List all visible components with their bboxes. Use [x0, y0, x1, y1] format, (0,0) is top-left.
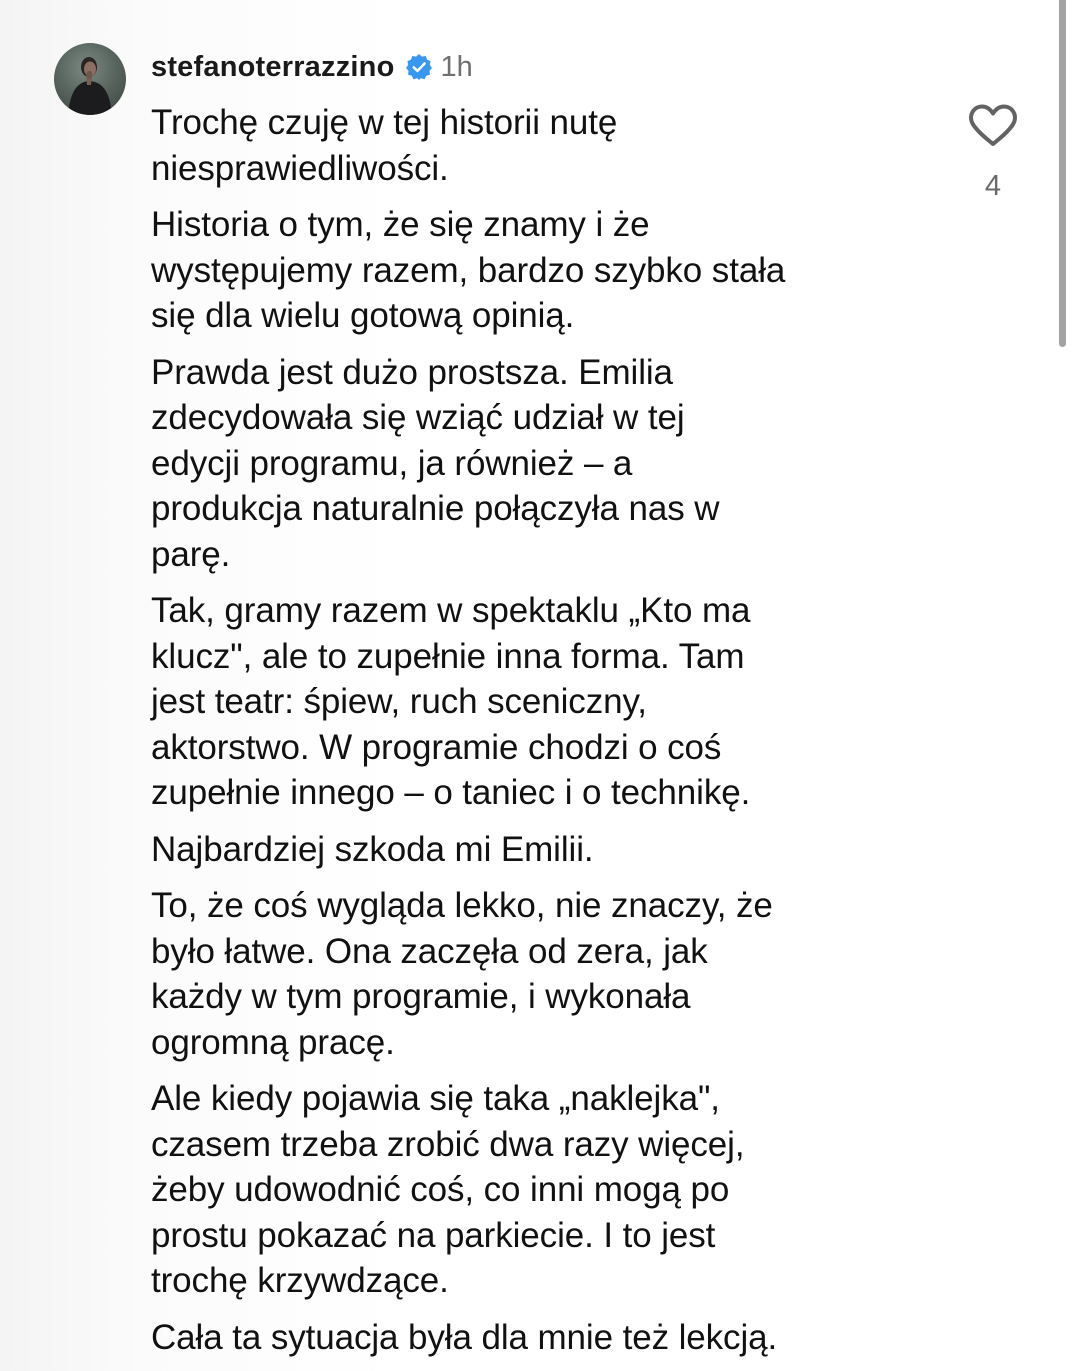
text-line: aktorstwo. W programie chodzi o coś	[151, 727, 722, 767]
text-line: To, że coś wygląda lekko, nie znaczy, że	[151, 886, 773, 925]
text-line: prostu pokazać na parkiecie. I to jest	[151, 1215, 716, 1255]
text-line: edycji programu, ja również – a	[151, 443, 633, 483]
text-line: Cała ta sytuacja była dla mnie też lekcją.	[151, 1317, 778, 1357]
like-count[interactable]: 4	[984, 170, 1002, 202]
text-line: trochę krzywdzące.	[151, 1261, 449, 1300]
scrollbar[interactable]	[1059, 0, 1066, 347]
text-line: ogromną pracę.	[151, 1022, 395, 1062]
avatar[interactable]	[54, 43, 126, 115]
text-line: produkcja naturalnie połączyła nas w	[151, 489, 720, 528]
text-line: każdy w tym programie, i wykonała	[151, 977, 691, 1016]
text-line: czasem trzeba zrobić dwa razy więcej,	[151, 1124, 745, 1164]
text-line: jest teatr: śpiew, ruch sceniczny,	[151, 682, 647, 721]
heart-outline-icon	[966, 100, 1020, 150]
text-line: Trochę czuję w tej historii nutę	[151, 103, 618, 142]
text-line: niesprawiedliwości.	[151, 148, 449, 188]
comment-paragraph	[151, 883, 921, 1065]
comment-paragraph	[151, 588, 921, 816]
username-link[interactable]: stefanoterrazzino	[151, 50, 395, 83]
text-line: było łatwe. Ona zaczęła od zera, jak	[151, 931, 708, 971]
comment-paragraph	[151, 1315, 921, 1361]
text-line: Ale kiedy pojawia się taka „naklejka",	[151, 1079, 720, 1118]
text-line: parę.	[151, 534, 231, 574]
comment-timestamp: 1h	[440, 50, 473, 83]
comment-paragraph	[151, 350, 921, 578]
comment-text	[151, 100, 921, 1371]
text-line: Prawda jest dużo prostsza. Emilia	[151, 352, 673, 392]
text-line: występujemy razem, bardzo szybko stała	[151, 250, 786, 290]
verified-badge-icon	[405, 53, 433, 81]
comment-paragraph	[151, 1076, 921, 1304]
comment-paragraph	[151, 202, 921, 339]
comment-header	[151, 47, 473, 87]
text-line: Najbardziej szkoda mi Emilii.	[151, 829, 594, 869]
text-line: żeby udowodnić coś, co inni mogą po	[151, 1170, 730, 1209]
text-line: się dla wielu gotową opinią.	[151, 296, 575, 335]
text-line: zdecydowała się wziąć udział w tej	[151, 398, 685, 437]
text-line: zupełnie innego – o taniec i o technikę.	[151, 773, 751, 812]
profile-photo-icon	[54, 43, 126, 115]
comment-paragraph	[151, 100, 921, 191]
text-line: Tak, gramy razem w spektaklu „Kto ma	[151, 591, 751, 630]
text-line: Historia o tym, że się znamy i że	[151, 205, 650, 244]
text-line: klucz", ale to zupełnie inna forma. Tam	[151, 636, 745, 676]
comment-paragraph	[151, 827, 921, 873]
like-button[interactable]	[966, 100, 1020, 150]
